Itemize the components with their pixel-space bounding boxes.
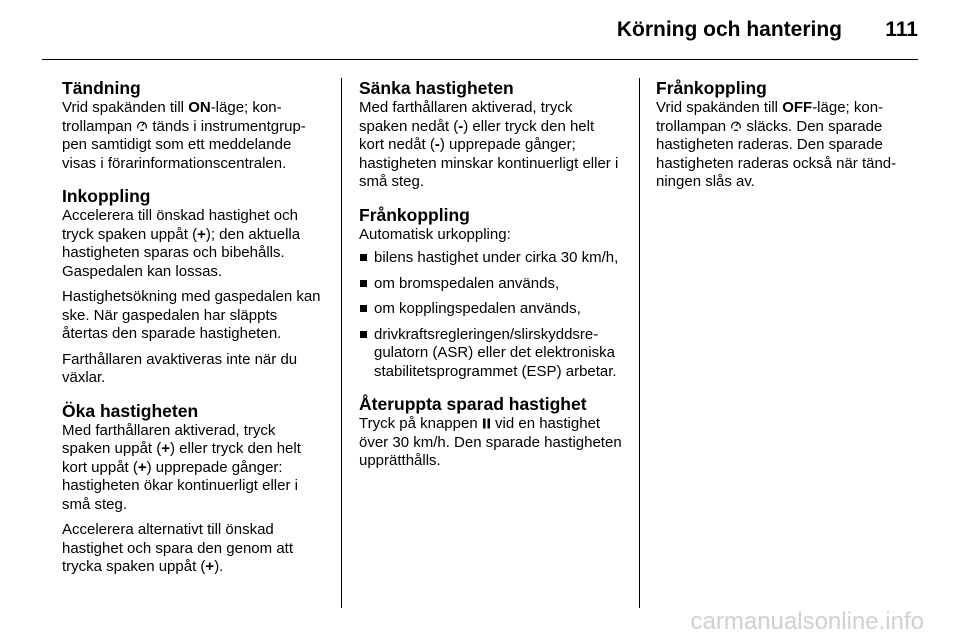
watermark: carmanualsonline.info [690,608,924,635]
section-heading: Inkoppling [62,186,151,206]
paragraph: Automatisk urkoppling: [359,225,511,243]
column-3 [656,78,920,205]
section-inkoppling [62,186,324,388]
paragraph: Farthållaren avaktiveras inte när du växlar. [62,350,298,386]
text: Vrid spakänden till [656,99,783,116]
column-1 [62,78,324,590]
square-bullet-icon [360,280,367,287]
bold-text: - [458,117,464,135]
section-heading: Öka hastigheten [62,400,199,421]
bold-text: + [205,558,215,575]
bold-text: + [137,458,147,476]
section-frankoppling [359,205,623,382]
text: ) upprepade gånger: hastigheten ökar kontinuerligt eller i små steg. [62,458,298,513]
bold-text: + [197,225,206,243]
text: Med farthållaren aktiverad, tryck spaken nedåt ( [359,99,573,135]
bold-text: OFF [782,99,813,116]
text: ) upprepade gånger; hastigheten minskar kontinuerligt eller i små steg. [359,136,619,190]
list-item-text: om bromspedalen används, [374,274,560,292]
list-item-text: bilens hastighet under cirka 30 km/h, [374,249,619,266]
section-tandning [62,78,324,173]
list-item-text: drivkraftsregleringen/slirskyddsregulatorn (ASR) eller det elektroniska stabilitetsprogrammet (ESP) arbetar. [374,325,617,380]
text: ) eller tryck den helt kort uppåt ( [62,440,301,476]
text: vid en hastighet över 30 km/h. Den sparade hastigheten upprätthålls. [359,415,622,469]
paragraph: Hastighetsökning med gaspedalen kan ske. När gaspedalen har släppts återtas den sparade hastigheten. [62,288,321,342]
bullet-list [359,249,623,381]
list-item-text: om kopplingspedalen används, [374,300,581,317]
section-sanka-hastigheten [359,78,623,192]
bold-text: ON [188,99,211,116]
text: ) eller tryck den helt kort nedåt ( [359,117,595,153]
square-bullet-icon [360,254,367,261]
section-ateruppta [359,394,623,471]
paragraph [62,422,324,515]
section-heading: Frånkoppling [656,78,767,98]
cruise-control-icon [730,119,742,132]
paragraph [62,521,324,577]
text: släcks. Den sparade hastigheten raderas. Den sparade hastigheten raderas också när tändningen slås av. [656,117,897,190]
text: Accelerera till önskad hastighet och tryck spaken uppåt ( [62,207,298,243]
column-divider-1 [341,78,342,608]
section-heading: Tändning [62,78,141,98]
page-number: 111 [885,18,918,41]
paragraph [62,99,324,173]
text: ); den aktuella hastigheten sparas och bibehålls. Gaspedalen kan lossas. [62,225,301,280]
cruise-control-icon [136,119,148,132]
list-item [359,275,623,294]
list-item [359,300,623,319]
paragraph [62,207,324,281]
text: Med farthållaren aktiverad, tryck spaken uppåt ( [62,421,276,457]
text: tänds i instrumentgruppen samtidigt som ett meddelande visas i förarinformationscentralen. [62,117,306,172]
header-title: Körning och hantering [616,18,842,41]
column-2 [359,78,623,484]
page-header [0,0,960,60]
section-frankoppling-2 [656,78,920,192]
section-heading: Frånkoppling [359,204,470,225]
square-bullet-icon [360,331,367,338]
section-heading: Återuppta sparad hastighet [359,394,587,414]
paragraph [359,99,623,192]
section-oka-hastigheten [62,401,324,577]
header-rule [42,59,918,60]
text: -läge; kontrollampan [656,99,884,135]
list-item [359,249,623,268]
paragraph [359,415,623,471]
text: Vrid spakänden till [62,99,189,116]
bold-text: - [434,136,440,153]
text: -läge; kontrollampan [62,99,282,135]
text: Tryck på knappen [359,415,482,432]
paragraph [656,99,920,192]
pause-icon [482,418,491,429]
bold-text: + [161,440,171,457]
column-divider-2 [639,78,640,608]
section-heading: Sänka hastigheten [359,78,514,98]
square-bullet-icon [360,305,367,312]
list-item [359,326,623,382]
text: ). [214,558,224,575]
text: Accelerera alternativt till önskad hastighet och spara den genom att trycka spaken uppåt ( [62,521,293,575]
